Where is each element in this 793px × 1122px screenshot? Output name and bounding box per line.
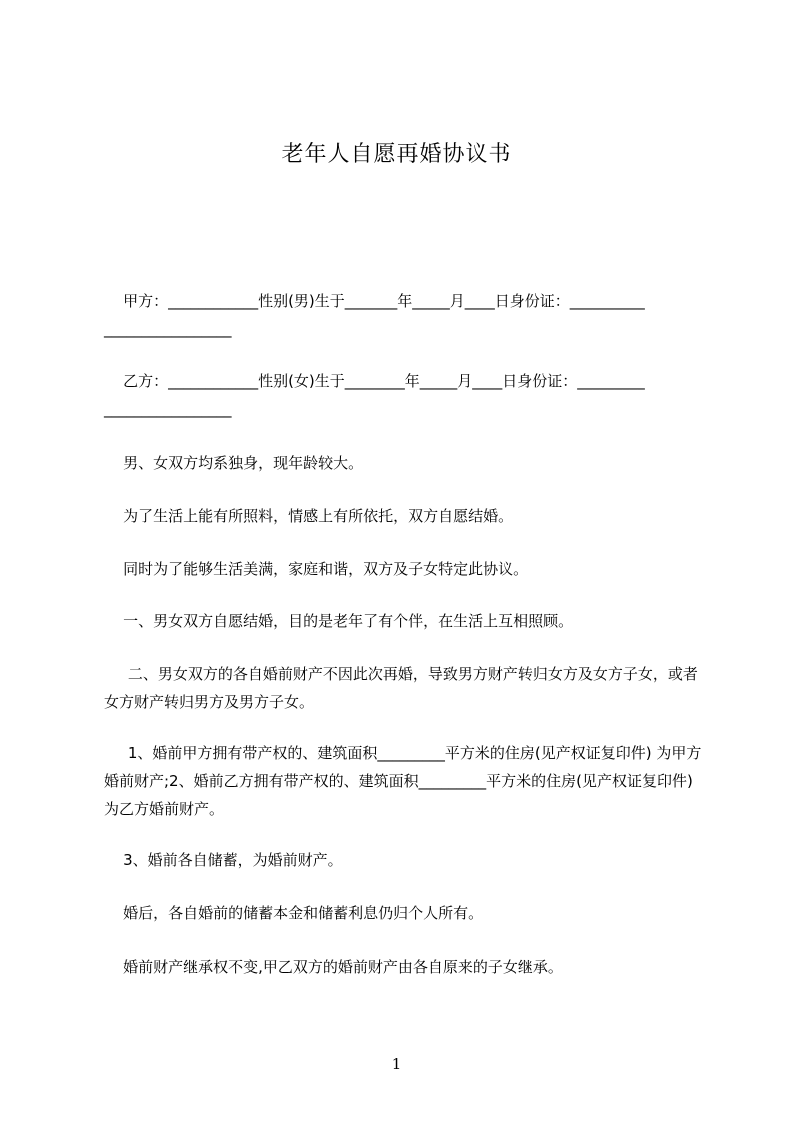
- paragraph-inheritance: 婚前财产继承权不变,甲乙双方的婚前财产由各自原来的子女继承。: [104, 958, 563, 976]
- paragraph-purpose: 为了生活上能有所照料，情感上有所依托，双方自愿结婚。: [104, 507, 514, 525]
- clause-two-item-3: 3、婚前各自储蓄，为婚前财产。: [104, 851, 343, 869]
- paragraph-agreement-intent: 同时为了能够生活美满，家庭和谐，双方及子女特定此协议。: [104, 560, 529, 578]
- paragraph-single-status: 男、女双方均系独身，现年龄较大。: [104, 454, 364, 472]
- clause-two-item-1-2: 1、婚前甲方拥有带产权的、建筑面积_________平方米的住房(见产权证复印件) 为甲方婚前财产;2、婚前乙方拥有带产权的、建筑面积_________平方米的住房(见产权证复印件)为乙方婚前财产。: [104, 744, 702, 818]
- paragraph-savings: 婚后，各自婚前的储蓄本金和储蓄利息仍归个人所有。: [104, 904, 484, 922]
- clause-one: 一、男女双方自愿结婚，目的是老年了有个伴，在生活上互相照顾。: [104, 612, 574, 630]
- page-number: 1: [391, 1055, 402, 1073]
- party-b-line: 乙方：____________性别(女)生于________年_____月____日身份证：_________ _________________: [104, 372, 645, 418]
- clause-two: 二、男女双方的各自婚前财产不因此次再婚，导致男方财产转归女方及女方子女，或者女方财产转归男方及男方子女。: [104, 665, 698, 711]
- party-a-line: 甲方：____________性别(男)生于_______年_____月____日身份证：__________ _________________: [104, 292, 645, 338]
- document-title: 老年人自愿再婚协议书: [281, 142, 512, 167]
